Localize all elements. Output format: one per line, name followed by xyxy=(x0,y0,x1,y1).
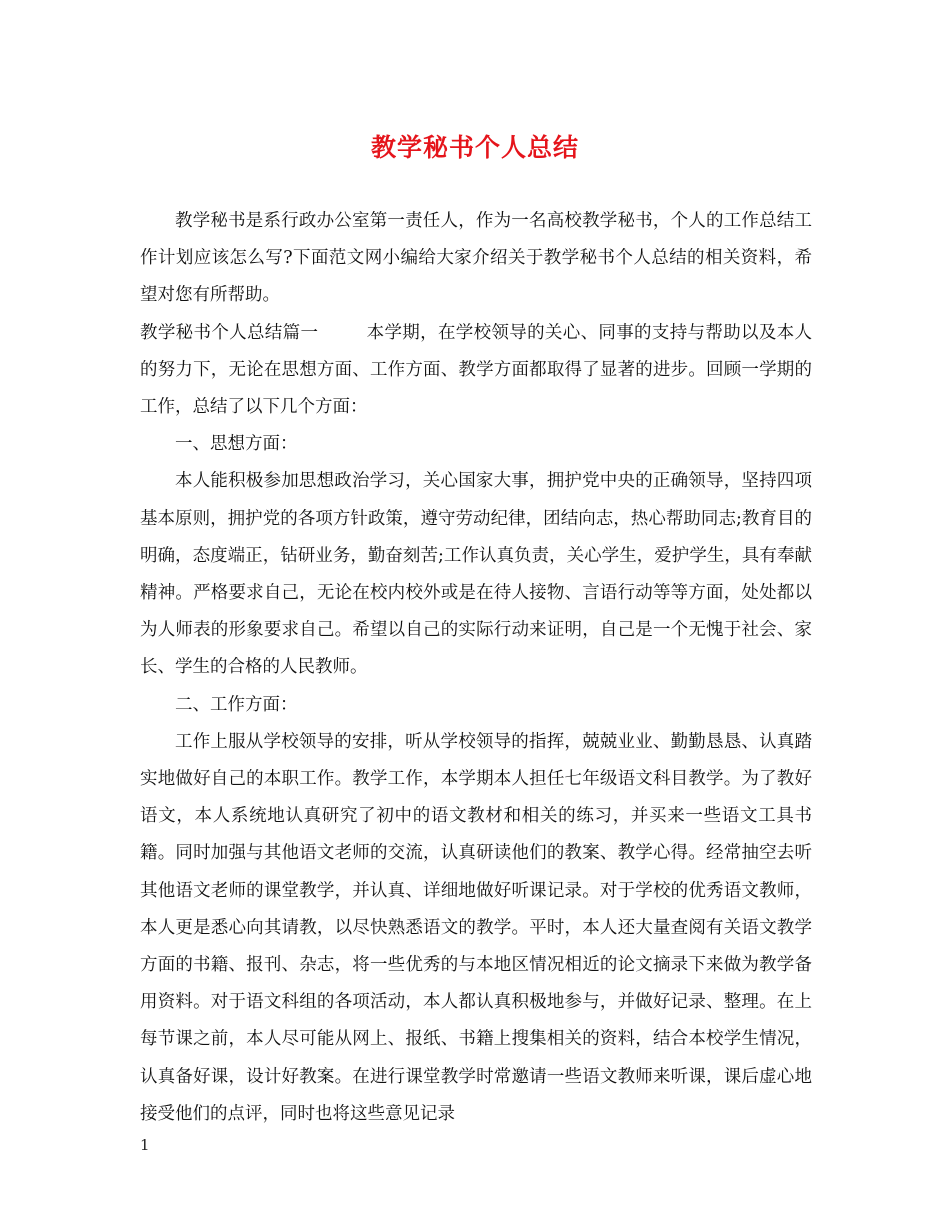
thought-paragraph: 本人能积极参加思想政治学习，关心国家大事，拥护党中央的正确领导，坚持四项基本原则，拥护党的各项方针政策，遵守劳动纪律，团结向志，热心帮助同志;教育目的明确，态度端正，钻研业务，勤奋刻苦;工作认真负责，关心学生，爱护学生，具有奉献精神。严格要求自己，无论在校内校外或是在待人接物、言语行动等等方面，处处都以为人师表的形象要求自己。希望以自己的实际行动来证明，自己是一个无愧于社会、家长、学生的合格的人民教师。 xyxy=(140,471,812,678)
document-body xyxy=(140,203,812,1133)
section-label: 教学秘书个人总结篇一 xyxy=(140,322,319,343)
heading-thought: 一、思想方面： xyxy=(175,434,298,455)
heading-work: 二、工作方面： xyxy=(175,694,298,715)
intro-paragraph: 教学秘书是系行政办公室第一责任人，作为一名高校教学秘书，个人的工作总结工作计划应该怎么写?下面范文网小编给大家介绍关于教学秘书个人总结的相关资料，希望对您有所帮助。 xyxy=(140,211,812,306)
page-number: 1 xyxy=(140,1136,150,1154)
section-intro: 本学期，在学校领导的关心、同事的支持与帮助以及本人的努力下，无论在思想方面、工作方面、教学方面都取得了显著的进步。回顾一学期的工作，总结了以下几个方面： xyxy=(140,322,813,418)
section-paragraph xyxy=(140,315,812,427)
document-title: 教学秘书个人总结 xyxy=(370,133,579,162)
work-paragraph: 工作上服从学校领导的安排，听从学校领导的指挥，兢兢业业、勤勤恳恳、认真踏实地做好自己的本职工作。教学工作，本学期本人担任七年级语文科目教学。为了教好语文，本人系统地认真研究了初中的语文教材和相关的练习，并买来一些语文工具书籍。同时加强与其他语文老师的交流，认真研读他们的教案、教学心得。经常抽空去听其他语文老师的课堂教学，并认真、详细地做好听课记录。对于学校的优秀语文教师，本人更是悉心向其请教，以尽快熟悉语文的教学。平时，本人还大量查阅有关语文教学方面的书籍、报刊、杂志，将一些优秀的与本地区情况相近的论文摘录下来做为教学备用资料。对于语文科组的各项活动，本人都认真积极地参与，并做好记录、整理。在上每节课之前，本人尽可能从网上、报纸、书籍上搜集相关的资料，结合本校学生情况，认真备好课，设计好教案。在进行课堂教学时常邀请一些语文教师来听课，课后虚心地接受他们的点评，同时也将这些意见记录 xyxy=(140,731,812,1124)
